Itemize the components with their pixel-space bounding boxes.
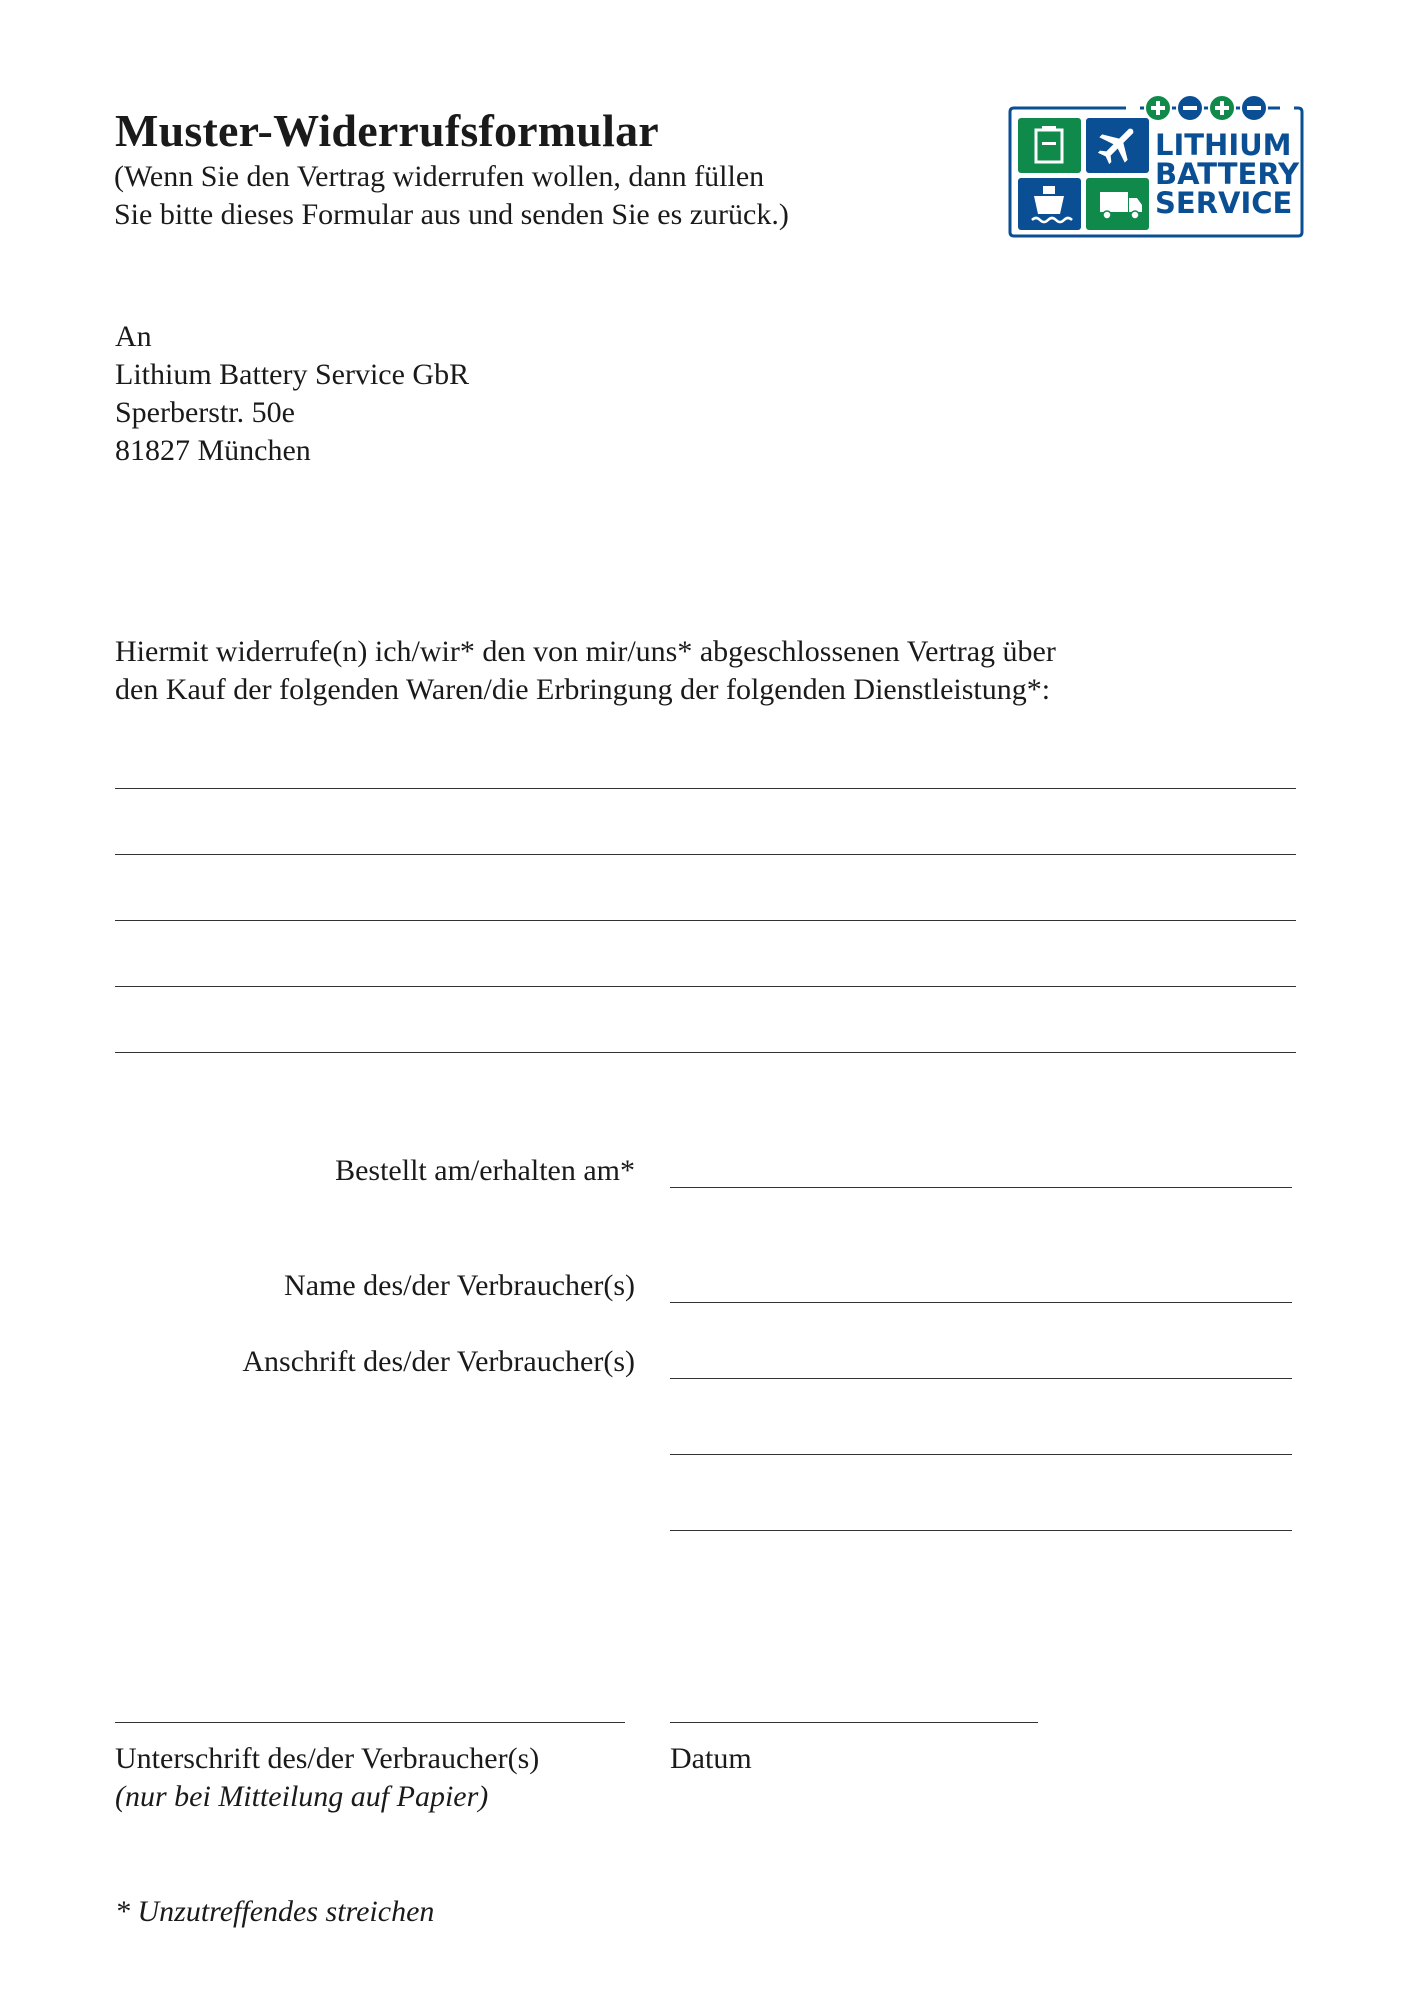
plus-minus-icon	[1140, 95, 1280, 121]
logo-text-line-1: LITHIUM	[1155, 128, 1292, 162]
signature-caption	[115, 1740, 539, 1816]
recipient-to: An	[115, 320, 152, 353]
goods-entry-line-1[interactable]	[115, 788, 1296, 789]
logo-text-line-2: BATTERY	[1155, 157, 1300, 191]
instructions-line-2: Sie bitte dieses Formular aus und senden Sie es zurück.)	[114, 198, 789, 231]
instructions-line-1: (Wenn Sie den Vertrag widerrufen wollen, dann füllen	[114, 160, 765, 193]
consumer-address-line-3[interactable]	[670, 1530, 1292, 1531]
ordered-received-line[interactable]	[670, 1187, 1292, 1188]
ordered-received-label: Bestellt am/erhalten am*	[335, 1154, 635, 1187]
statement-line-2: den Kauf der folgenden Waren/die Erbringung der folgenden Dienstleistung*:	[115, 673, 1051, 706]
consumer-address-label: Anschrift des/der Verbraucher(s)	[242, 1345, 635, 1378]
goods-entry-line-5[interactable]	[115, 1052, 1296, 1053]
page-title: Muster-Widerrufsformular	[115, 105, 659, 156]
recipient-address	[115, 318, 469, 470]
goods-entry-line-3[interactable]	[115, 920, 1296, 921]
signature-note: (nur bei Mitteilung auf Papier)	[115, 1780, 489, 1813]
consumer-name-line[interactable]	[670, 1302, 1292, 1303]
goods-entry-line-2[interactable]	[115, 854, 1296, 855]
instructions	[114, 158, 789, 234]
recipient-street: Sperberstr. 50e	[115, 396, 295, 429]
statement-line-1: Hiermit widerrufe(n) ich/wir* den von mir/uns* abgeschlossenen Vertrag über	[115, 635, 1056, 668]
consumer-address-line-1[interactable]	[670, 1378, 1292, 1379]
recipient-company: Lithium Battery Service GbR	[115, 358, 470, 391]
recipient-city: 81827 München	[115, 434, 311, 467]
withdrawal-statement	[115, 633, 1056, 709]
logo-text-line-3: SERVICE	[1155, 186, 1293, 220]
consumer-name-label: Name des/der Verbraucher(s)	[284, 1269, 635, 1302]
consumer-address-line-2[interactable]	[670, 1454, 1292, 1455]
signature-line[interactable]	[115, 1722, 625, 1723]
goods-entry-line-4[interactable]	[115, 986, 1296, 987]
date-label: Datum	[670, 1742, 752, 1775]
signature-label: Unterschrift des/der Verbraucher(s)	[115, 1742, 540, 1775]
date-line[interactable]	[670, 1722, 1038, 1723]
lithium-battery-service-logo	[1008, 90, 1308, 240]
footnote: * Unzutreffendes streichen	[115, 1895, 435, 1928]
